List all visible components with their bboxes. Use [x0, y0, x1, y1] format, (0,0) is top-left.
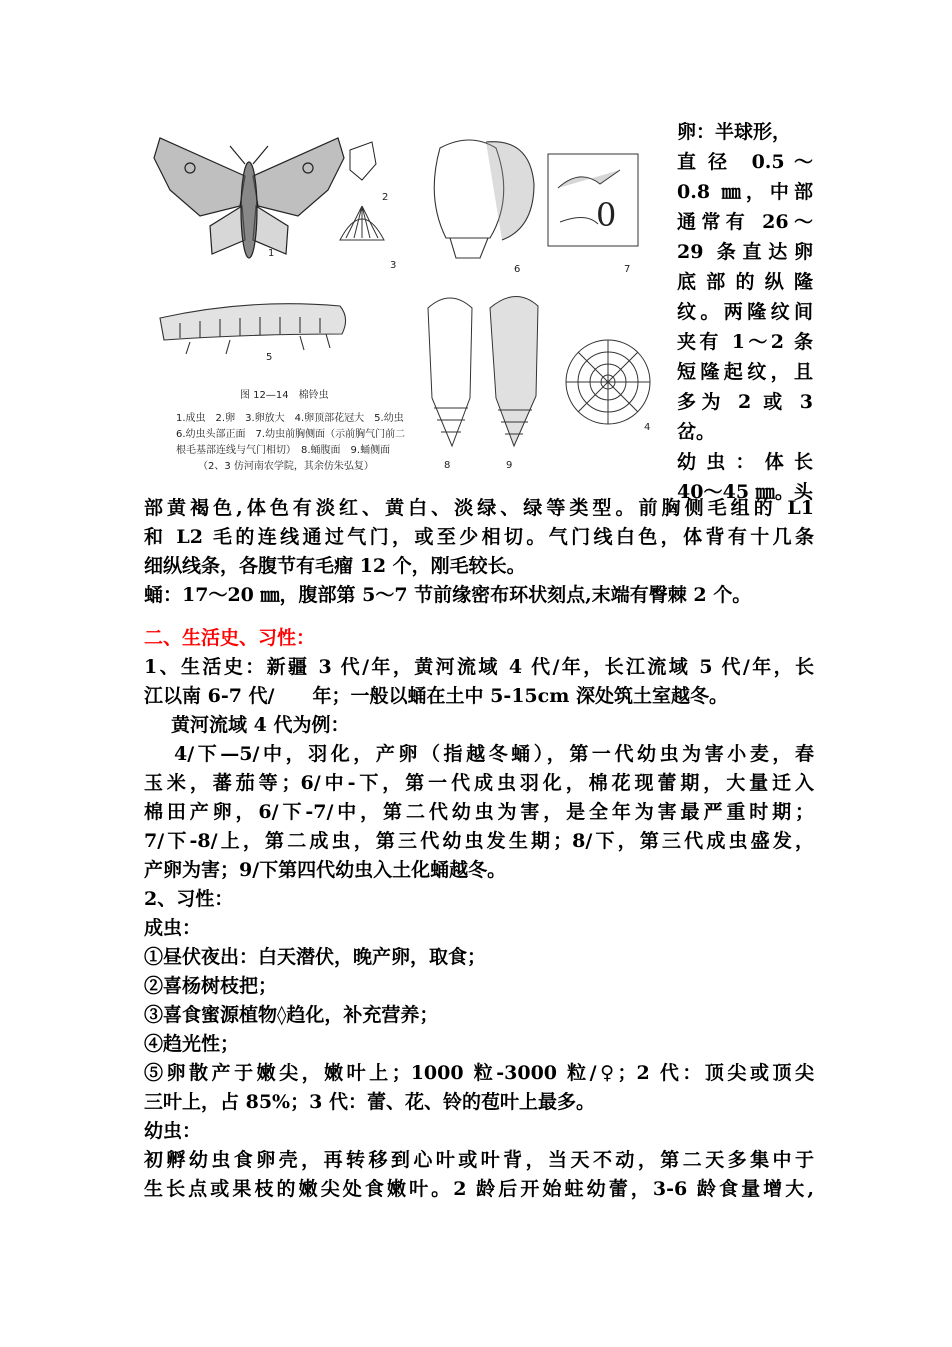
figure-legend-line: 6.幼虫头部正面 7.幼虫前胸侧面（示前胸气门前二: [176, 429, 406, 440]
text-line: 夹有 1～2 条: [677, 331, 813, 353]
list-item: ⑤卵散产于嫩尖，嫩叶上；1000 粒-3000 粒/♀；2 代：顶尖或顶尖: [144, 1062, 814, 1084]
text-line: 产卵为害；9/下第四代幼虫入土化蛹越冬。: [144, 859, 507, 881]
text-line: 生长点或果枝的嫩尖处食嫩叶。2 龄后开始蛀幼蕾，3-6 龄食量增大,: [144, 1178, 814, 1200]
text-line: 初孵幼虫食卵壳，再转移到心叶或叶背，当天不动，第二天多集中于: [144, 1149, 814, 1171]
adult-moth-illustration: [154, 138, 344, 258]
figure-number-3: 3: [390, 260, 397, 271]
text-line: 卵：半球形，: [677, 121, 792, 143]
figure-number-8: 8: [444, 460, 451, 471]
figure-legend-line: （2、3 仿河南农学院，其余仿朱弘复）: [198, 461, 374, 472]
figure-title: 图 12—14 棉铃虫: [240, 390, 329, 401]
subheading: 幼虫：: [144, 1120, 202, 1142]
text-line: 7/下-8/上，第二成虫，第三代幼虫发生期；8/下，第三代成虫盛发，: [144, 830, 814, 852]
text-line: 直 径 0.5 ～: [677, 151, 813, 173]
list-item: ③喜食蜜源植物◊趋化，补充营养；: [144, 1004, 439, 1026]
figure-number-5: 5: [266, 352, 273, 363]
text-line: 底部的纵隆: [677, 271, 813, 293]
cotton-bollworm-figure: [150, 128, 658, 476]
text-line: 29 条直达卵: [677, 241, 813, 263]
text-line: 江以南 6-7 代/ 年；一般以蛹在土中 5-15cm 深处筑土室越冬。: [144, 685, 728, 707]
text-line: 和 L2 毛的连线通过气门，或至少相切。气门线白色，体背有十几条: [144, 526, 814, 548]
figure-number-7: 7: [624, 264, 631, 275]
text-line: 三叶上，占 85%；3 代：蕾、花、铃的苞叶上最多。: [144, 1091, 595, 1113]
text-line: 短隆起纹，且: [677, 361, 813, 383]
text-line: 岔。: [677, 421, 716, 443]
text-line: 细纵线条，各腹节有毛瘤 12 个，刚毛较长。: [144, 555, 526, 577]
larva-illustration: [160, 304, 346, 354]
list-item: ①昼伏夜出：白天潜伏，晚产卵，取食；: [144, 946, 487, 968]
pupa-ventral-illustration: [428, 298, 472, 446]
text-line: 40～45 ㎜。头: [677, 481, 813, 503]
text-line: 纹。两隆纹间: [677, 301, 813, 323]
egg-outline-illustration: [350, 142, 376, 180]
egg-corona-illustration: [566, 340, 650, 424]
text-line: 幼虫：体长: [677, 451, 813, 473]
document-body: [144, 494, 814, 1204]
figure-legend-line: 1.成虫 2.卵 3.卵放大 4.卵顶部花冠大 5.幼虫: [176, 413, 404, 424]
svg-text:0: 0: [596, 196, 617, 234]
text-line: 4/下—5/中，羽化，产卵（指越冬蛹），第一代幼虫为害小麦，春: [174, 743, 814, 765]
text-line: 0.8 ㎜，中部: [677, 181, 813, 203]
figure-legend-line: 根毛基部连线与气门相切） 8.蛹腹面 9.蛹侧面: [176, 445, 391, 456]
text-line: 玉米，蕃茄等；6/中-下，第一代成虫羽化，棉花现蕾期，大量迁入: [144, 772, 814, 794]
prothorax-illustration: [548, 154, 638, 246]
figure-number-9: 9: [506, 460, 513, 471]
pupa-lateral-illustration: [490, 296, 538, 446]
text-line: 1、生活史：新疆 3 代/年，黄河流域 4 代/年，长江流域 5 代/年，长: [144, 656, 814, 678]
figure-number-6: 6: [514, 264, 521, 275]
figure-number-2: 2: [382, 192, 389, 203]
text-line: 部黄褐色,体色有淡红、黄白、淡绿、绿等类型。前胸侧毛组的 L1: [144, 497, 814, 519]
figure-number-1: 1: [268, 248, 275, 259]
text-line: 通常有 26～: [677, 211, 813, 233]
figure-number-4: 4: [644, 422, 651, 433]
subheading: 成虫：: [144, 917, 202, 939]
text-line: 多为 2 或 3: [677, 391, 813, 413]
pupa-description: 蛹：17～20 ㎜，腹部第 5～7 节前缘密布环状刻点,末端有臀棘 2 个。: [144, 584, 752, 606]
subheading: 黄河流域 4 代为例：: [171, 714, 350, 736]
list-item: ④趋光性；: [144, 1033, 240, 1055]
figure-drawing: [150, 128, 658, 476]
list-item: ②喜杨树枝把；: [144, 975, 278, 997]
egg-enlarged-illustration: [340, 206, 384, 240]
text-line: 棉田产卵，6/下-7/中，第二代幼虫为害，是全年为害最严重时期；: [144, 801, 814, 823]
subheading: 2、习性：: [144, 888, 234, 910]
larva-head-illustration: [434, 140, 534, 258]
egg-and-larva-description: [677, 117, 813, 507]
section-heading: 二、生活史、习性：: [144, 627, 316, 649]
